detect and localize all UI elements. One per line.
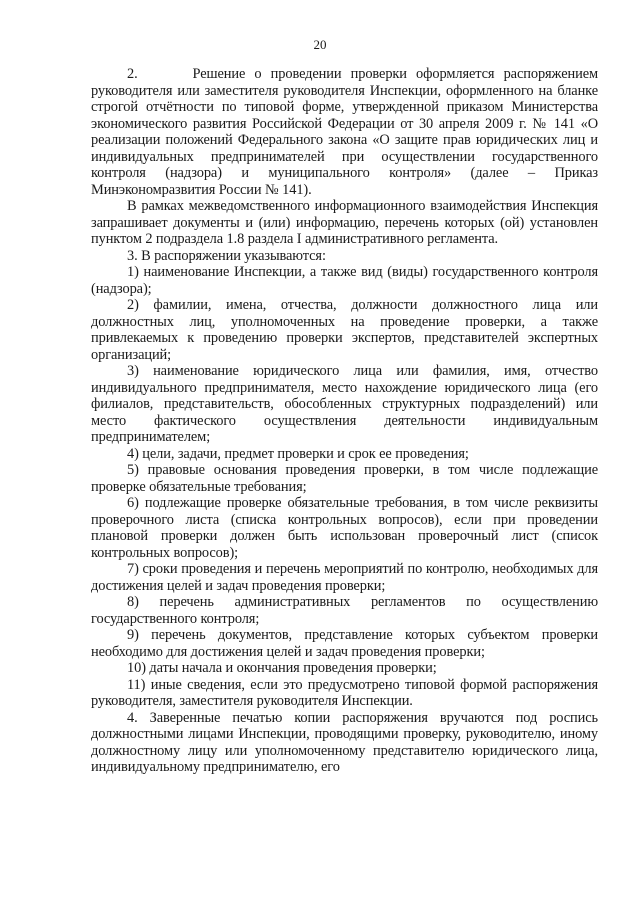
- list-item-10: 10) даты начала и окончания проведения проверки;: [127, 660, 437, 676]
- list-item-9: 9) перечень документов, представление которых субъектом проверки необходимо для достижения целей и задач проведения проверки;: [91, 627, 598, 660]
- paragraph-4-copies: 4. Заверенные печатью копии распоряжения вручаются под роспись должностными лицами Инспекции, проводящими проверку, руководителю, иному должностному лицу или уполномоченному представителю юридического лица, индивидуальному предпринимателю, его: [91, 709, 598, 775]
- paragraph-interagency: В рамках межведомственного информационного взаимодействия Инспекция запрашивает документы и (или) информацию, перечень которых (ой) установлен пунктом 2 подраздела 1.8 раздела I административного регламента.: [91, 198, 598, 247]
- list-item-3: 3) наименование юридического лица или фамилия, имя, отчество индивидуального предпринимателя, место нахождение юридического лица (его филиалов, представительств, обособленных структурных подразделений) или место фактического осуществления деятельности индивидуальным предпринимателем;: [91, 363, 598, 445]
- page-number: 20: [313, 37, 327, 52]
- list-item-7: 7) сроки проведения и перечень мероприятий по контролю, необходимых для достижения целей и задач проведения проверки;: [91, 561, 598, 594]
- list-item-2: 2) фамилии, имена, отчества, должности должностного лица или должностных лиц, уполномоченных на проведение проверки, а также привлекаемых к проведению проверки экспертов, представителей экспертных организаций;: [91, 297, 598, 363]
- paragraph-3-heading: 3. В распоряжении указываются:: [127, 247, 326, 264]
- list-item-11: 11) иные сведения, если это предусмотрено типовой формой распоряжения руководителя, заместителя руководителя Инспекции.: [91, 676, 598, 709]
- list-item-5: 5) правовые основания проведения проверки, в том числе подлежащие проверке обязательные требования;: [91, 462, 598, 495]
- list-item-6: 6) подлежащие проверке обязательные требования, в том числе реквизиты проверочного листа (списка контрольных вопросов), если при проведении плановой проверки должен быть использован проверочный лист (список контрольных вопросов);: [91, 495, 598, 561]
- document-body: [91, 66, 598, 776]
- paragraph-2-decision: 2. Решение о проведении проверки оформляется распоряжением руководителя или заместителя руководителя Инспекции, оформленного на бланке строгой отчётности по типовой форме, утвержденной приказом Министерства экономического развития Российской Федерации от 30 апреля 2009 г. № 141 «О реализации положений Федерального закона «О защите прав юридических лиц и индивидуальных предпринимателей при осуществлении государственного контроля (надзора) и муниципального контроля» (далее – Приказ Минэкономразвития России № 141).: [91, 66, 598, 198]
- list-item-8: 8) перечень административных регламентов по осуществлению государственного контроля;: [91, 594, 598, 627]
- list-item-1: 1) наименование Инспекции, а также вид (виды) государственного контроля (надзора);: [91, 264, 598, 297]
- list-item-4: 4) цели, задачи, предмет проверки и срок ее проведения;: [127, 445, 469, 462]
